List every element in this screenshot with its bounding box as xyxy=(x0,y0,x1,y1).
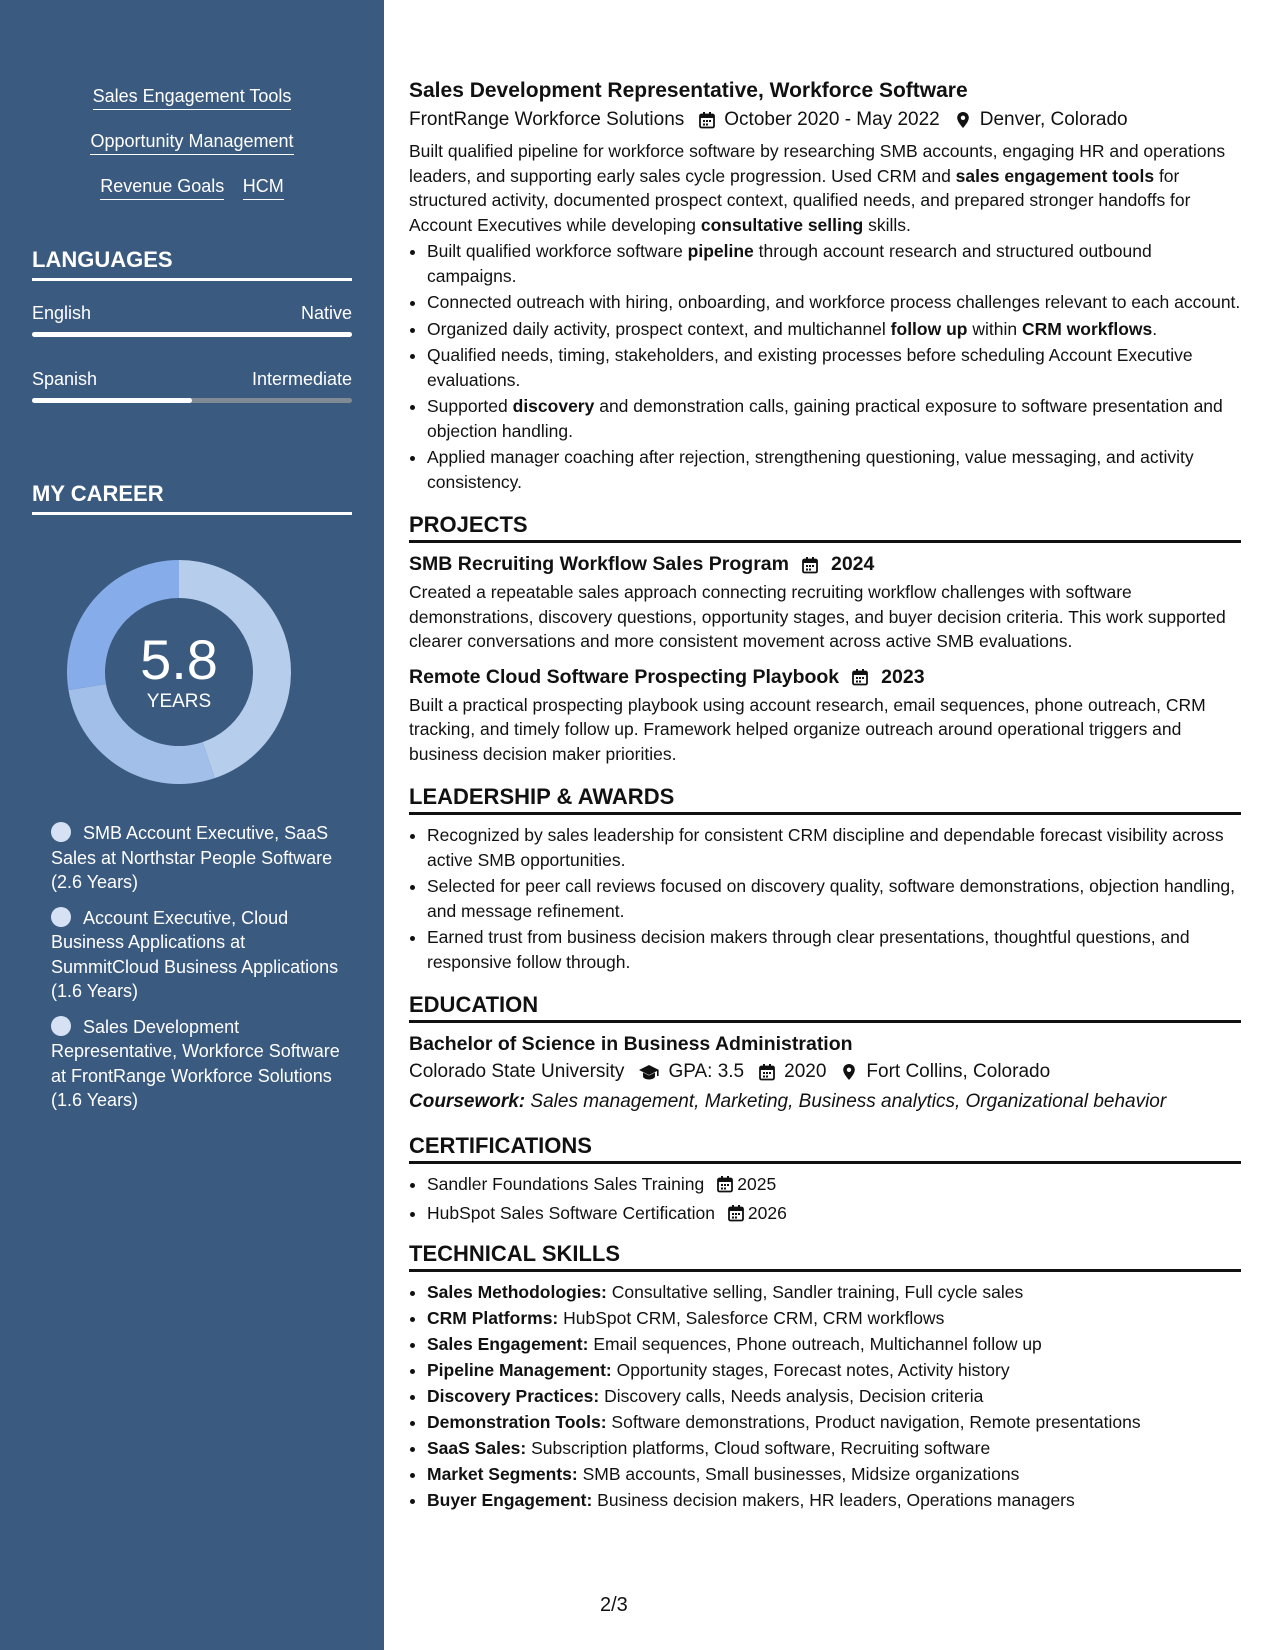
career-item-text: Account Executive, Cloud Business Applications at SummitCloud Business Applications (1.6 Years) xyxy=(51,907,339,1001)
skill-item xyxy=(427,1436,1241,1460)
certification-item xyxy=(427,1201,1241,1226)
skills-list xyxy=(409,1280,1241,1512)
page-number: 2/3 xyxy=(600,1594,628,1616)
language-item xyxy=(32,369,352,403)
tag-row xyxy=(0,174,384,200)
skill-value: Email sequences, Phone outreach, Multichannel follow up xyxy=(588,1334,1042,1354)
skill-label: Sales Methodologies: xyxy=(427,1282,607,1302)
career-total-unit: YEARS xyxy=(146,691,212,712)
project-title-row xyxy=(409,553,1241,576)
bullet-dot-icon xyxy=(51,822,71,842)
skill-tag: Opportunity Management xyxy=(90,129,293,155)
skill-label: Demonstration Tools: xyxy=(427,1412,607,1432)
leadership-heading: LEADERSHIP & AWARDS xyxy=(409,784,1241,815)
text-run: within xyxy=(967,318,1022,339)
bold-keyword: discovery xyxy=(512,396,595,416)
skill-value: Subscription platforms, Cloud software, Recruiting software xyxy=(526,1438,991,1458)
job-dates: October 2020 - May 2022 xyxy=(724,109,940,130)
calendar-icon xyxy=(716,1175,734,1193)
language-level: Native xyxy=(300,303,352,323)
bold-keyword: sales engagement tools xyxy=(955,165,1155,186)
project-title: Remote Cloud Software Prospecting Playbook xyxy=(409,665,840,688)
skill-label: CRM Platforms: xyxy=(427,1308,559,1328)
bold-keyword: consultative selling xyxy=(700,214,864,235)
project-title: SMB Recruiting Workflow Sales Program xyxy=(409,553,789,575)
career-item xyxy=(51,821,354,895)
calendar-icon xyxy=(698,111,716,129)
text-run: for structured activity, documented prospect context, qualified needs, and prepared stronger handoffs for Account Executives while developing xyxy=(409,165,1191,235)
leadership-item: • Selected for peer call reviews focused on discovery quality, software demonstrations, objection handling, and message refinement. xyxy=(427,874,1241,923)
skill-label: Sales Engagement: xyxy=(427,1334,589,1354)
career-list xyxy=(51,821,354,1113)
skill-value: Software demonstrations, Product navigation, Remote presentations xyxy=(606,1412,1141,1432)
certification-year: 2026 xyxy=(747,1202,787,1223)
tag-row xyxy=(0,129,384,155)
job-bullet xyxy=(427,239,1241,288)
language-proficiency-fill xyxy=(32,398,192,403)
language-name: Spanish xyxy=(32,369,98,389)
skill-item xyxy=(427,1358,1241,1382)
text-run: Applied manager coaching after rejection, strengthening questioning, value messaging, and activity consistency. xyxy=(427,447,1194,492)
education-gpa: GPA: 3.5 xyxy=(668,1061,745,1082)
certifications-list xyxy=(409,1172,1241,1225)
sidebar xyxy=(0,0,384,1650)
text-run: Qualified needs, timing, stakeholders, and existing processes before scheduling Account Executive evaluations. xyxy=(427,345,1193,390)
text-run: Built qualified pipeline for workforce software by researching SMB accounts, engaging HR and operations leaders, and supporting early sales cycle progression. Used CRM and xyxy=(409,141,1226,186)
certification-item xyxy=(427,1172,1241,1197)
education-meta xyxy=(409,1059,1241,1085)
skill-item xyxy=(427,1306,1241,1330)
main-content xyxy=(409,78,1241,1514)
certification-year: 2025 xyxy=(737,1174,777,1194)
skill-label: SaaS Sales: xyxy=(427,1438,527,1458)
career-item xyxy=(51,1015,354,1113)
education-coursework xyxy=(409,1091,1241,1113)
job-bullet xyxy=(427,317,1241,342)
text-run: . xyxy=(1152,318,1158,339)
skill-item xyxy=(427,1332,1241,1356)
skill-item xyxy=(427,1488,1241,1512)
language-proficiency-bar xyxy=(32,332,352,337)
certification-name: • HubSpot Sales Software Certification xyxy=(427,1202,715,1223)
project-item xyxy=(409,553,1241,654)
bullet-dot-icon xyxy=(51,1016,71,1036)
job-company: FrontRange Workforce Solutions xyxy=(409,109,685,130)
job-location: Denver, Colorado xyxy=(979,109,1128,130)
job-bullet xyxy=(427,343,1241,392)
bold-keyword: CRM workflows xyxy=(1021,318,1153,339)
skill-tag: Sales Engagement Tools xyxy=(93,84,292,110)
skill-value: Business decision makers, HR leaders, Operations managers xyxy=(592,1490,1075,1510)
calendar-icon xyxy=(758,1063,776,1081)
languages-list xyxy=(32,303,352,403)
bullet-dot-icon xyxy=(51,907,71,927)
skill-item xyxy=(427,1280,1241,1304)
job-entry xyxy=(409,78,1241,494)
job-bullet xyxy=(427,394,1241,443)
skill-label: Pipeline Management: xyxy=(427,1360,612,1380)
skill-item xyxy=(427,1462,1241,1486)
education-year: 2020 xyxy=(784,1061,827,1082)
education-location: Fort Collins, Colorado xyxy=(866,1061,1051,1082)
leadership-item: • Recognized by sales leadership for consistent CRM discipline and dependable forecast visibility across active SMB opportunities. xyxy=(427,823,1241,872)
project-title-row xyxy=(409,666,1241,689)
skill-value: HubSpot CRM, Salesforce CRM, CRM workflows xyxy=(558,1308,945,1328)
language-item xyxy=(32,303,352,337)
certification-row xyxy=(427,1172,1241,1197)
skill-value: SMB accounts, Small businesses, Midsize organizations xyxy=(577,1464,1020,1484)
calendar-icon xyxy=(801,556,819,574)
coursework-label: Coursework: xyxy=(409,1091,526,1112)
career-total-years: 5.8 xyxy=(140,628,218,691)
skill-tag: HCM xyxy=(243,174,284,200)
career-item xyxy=(51,906,354,1004)
career-donut-chart xyxy=(66,559,292,785)
job-bullet xyxy=(427,290,1241,315)
coursework-value: Sales management, Marketing, Business analytics, Organizational behavior xyxy=(530,1091,1167,1112)
education-degree: Bachelor of Science in Business Administration xyxy=(409,1033,853,1055)
map-pin-icon xyxy=(954,111,972,129)
leadership-item: • Earned trust from business decision makers through clear presentations, thoughtful questions, and responsive follow through. xyxy=(427,925,1241,974)
text-run: through account research and structured outbound campaigns. xyxy=(427,241,1152,286)
language-name: English xyxy=(32,303,92,323)
career-item-text: Sales Development Representative, Workforce Software at FrontRange Workforce Solutions (1.6 Years) xyxy=(51,1016,340,1110)
certification-row xyxy=(427,1201,1241,1226)
language-proficiency-bar xyxy=(32,398,352,403)
map-pin-icon xyxy=(840,1063,858,1081)
text-run: Connected outreach with hiring, onboarding, and workforce process challenges relevant to each account. xyxy=(427,292,1241,312)
projects-heading: PROJECTS xyxy=(409,512,1241,543)
project-item xyxy=(409,666,1241,767)
language-proficiency-fill xyxy=(32,332,352,337)
text-run: skills. xyxy=(863,214,911,235)
skills-heading: TECHNICAL SKILLS xyxy=(409,1241,1241,1272)
education-school: Colorado State University xyxy=(409,1061,625,1082)
bold-keyword: pipeline xyxy=(687,241,754,261)
leadership-list xyxy=(409,823,1241,974)
skill-label: Discovery Practices: xyxy=(427,1386,600,1406)
skill-tag: Revenue Goals xyxy=(100,174,224,200)
project-year: 2024 xyxy=(830,553,875,575)
skill-tags xyxy=(0,0,384,200)
job-bullets xyxy=(409,239,1241,494)
tag-row xyxy=(0,84,384,110)
languages-heading: LANGUAGES xyxy=(32,247,352,281)
text-run: Supported xyxy=(427,396,513,416)
text-run: and demonstration calls, gaining practical exposure to software presentation and objection handling. xyxy=(427,396,1223,441)
text-run: Organized daily activity, prospect context, and multichannel xyxy=(427,318,891,339)
project-year: 2023 xyxy=(881,665,925,688)
skill-label: Buyer Engagement: xyxy=(427,1490,593,1510)
career-heading: MY CAREER xyxy=(32,481,352,515)
graduation-cap-icon xyxy=(638,1063,660,1081)
calendar-icon xyxy=(851,668,869,686)
skill-label: Market Segments: xyxy=(427,1464,578,1484)
job-title: Sales Development Representative, Workforce Software xyxy=(409,79,968,102)
donut-center xyxy=(66,559,292,785)
skill-item xyxy=(427,1384,1241,1408)
language-level: Intermediate xyxy=(251,369,352,389)
skill-value: Opportunity stages, Forecast notes, Activity history xyxy=(611,1360,1010,1380)
career-item-text: SMB Account Executive, SaaS Sales at Northstar People Software (2.6 Years) xyxy=(51,823,333,892)
project-description: Created a repeatable sales approach connecting recruiting workflow challenges with software demonstrations, discovery questions, opportunity stages, and buyer decision criteria. This work supported clearer conversations and more consistent movement across active SMB evaluations. xyxy=(409,582,1226,651)
bold-keyword: follow up xyxy=(890,318,968,339)
calendar-icon xyxy=(727,1204,745,1222)
job-meta xyxy=(409,107,1241,133)
skill-value: Consultative selling, Sandler training, Full cycle sales xyxy=(606,1282,1024,1302)
certification-name: • Sandler Foundations Sales Training xyxy=(427,1174,705,1194)
text-run: Built qualified workforce software xyxy=(427,241,688,261)
skill-value: Discovery calls, Needs analysis, Decision criteria xyxy=(599,1386,984,1406)
education-heading: EDUCATION xyxy=(409,992,1241,1023)
project-description: Built a practical prospecting playbook using account research, email sequences, phone outreach, CRM tracking, and timely follow up. Framework helped organize outreach around operational triggers and business decision maker priorities. xyxy=(409,694,1206,764)
job-summary xyxy=(409,139,1241,237)
job-bullet xyxy=(427,445,1241,494)
skill-item xyxy=(427,1410,1241,1434)
certifications-heading: CERTIFICATIONS xyxy=(409,1133,1241,1164)
